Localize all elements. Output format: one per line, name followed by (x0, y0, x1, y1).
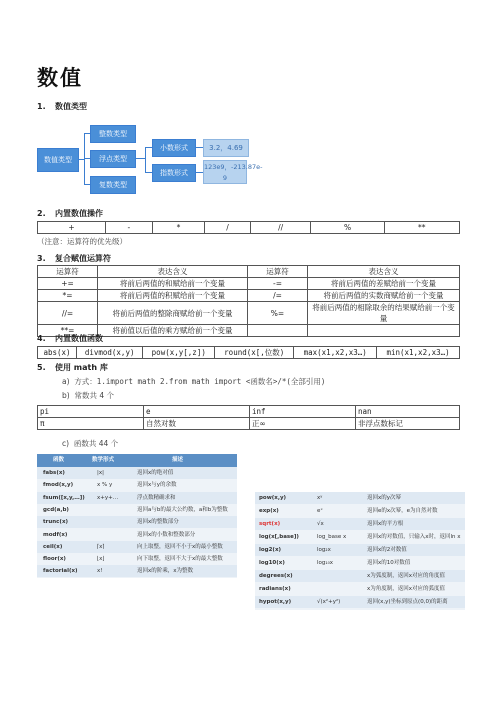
table-cell: 返回(x,y)坐标到原点(0,0)的距离 (367, 599, 448, 605)
table-cell: fmod(x,y) (43, 482, 74, 489)
table-cell: 返回x的平方根 (367, 521, 404, 527)
math-functions-line (62, 438, 118, 449)
table-cell: modf(x) (43, 531, 68, 538)
math-constants-text: 常数共 4 个 (74, 391, 115, 400)
section-number: 2. (37, 209, 46, 218)
table-cell: abs(x) (38, 347, 77, 359)
table-header-cell: 运算符 (38, 266, 98, 278)
section-title: 内置数值操作 (55, 209, 103, 218)
table-cell: pi (38, 406, 144, 418)
table-cell: ⌊x⌋ (97, 556, 105, 563)
section-3-heading (37, 253, 111, 264)
table-header-cell: 数学形式 (92, 457, 115, 463)
table-row (255, 544, 465, 556)
tree-float-box: 浮点类型 (90, 150, 136, 168)
table-cell: round(x[,位数) (215, 347, 294, 359)
operators-table (37, 221, 460, 234)
table-cell: 返回x与y的余数 (137, 482, 177, 489)
table-cell: 返回e的x次幂，e为自然对数 (367, 508, 438, 514)
math-import-line (62, 376, 325, 387)
tree-complex-box: 复数类型 (90, 176, 136, 194)
builtin-functions-table (37, 346, 460, 359)
table-cell: 向下取整，返回不大于x的最大整数 (137, 556, 223, 563)
connector-line (145, 172, 152, 173)
table-cell: √(x²+y²) (317, 599, 341, 605)
table-cell: log10(x) (259, 560, 285, 566)
table-header-cell: 函数 (53, 457, 65, 463)
connector-line (195, 147, 203, 148)
section-2-heading (37, 208, 103, 219)
table-header-cell: 表达含义 (308, 266, 460, 278)
table-cell: factorial(x) (43, 568, 78, 575)
table-row (38, 290, 460, 302)
math-constants-line (62, 390, 114, 401)
list-marker: b) (62, 391, 70, 400)
table-cell: x为弧度制，返回x对应的角度值 (367, 573, 446, 579)
table-cell: pow(x,y[,z]) (143, 347, 215, 359)
section-5-heading (37, 362, 108, 373)
table-cell: -= (248, 278, 308, 290)
table-row (37, 479, 237, 491)
table-cell: %= (248, 302, 308, 325)
table-cell: 返回x的对数值，只输入x时，返回ln x (367, 534, 461, 540)
section-title: 数值类型 (55, 102, 87, 111)
table-row (37, 467, 237, 479)
table-header-cell: 表达含义 (98, 266, 248, 278)
table-row (38, 278, 460, 290)
math-import-text: 方式：1.import math 2.from math import <函数名>/*(全部引用) (74, 377, 326, 386)
table-row (38, 406, 460, 418)
compound-assignment-table (37, 265, 460, 337)
table-cell: hypot(x,y) (259, 599, 292, 605)
table-cell: 返回x的y次幂 (367, 495, 402, 501)
table-cell: min(x1,x2,x3…) (377, 347, 460, 359)
table-row (255, 518, 465, 530)
table-row (38, 302, 460, 325)
table-cell: log(x[,base]) (259, 534, 299, 540)
connector-line (145, 147, 152, 148)
section-number: 1. (37, 102, 46, 111)
section-title: 使用 math 库 (55, 363, 108, 372)
table-cell: log2(x) (259, 547, 282, 553)
table-cell: 返回x的小数和整数部分 (137, 531, 196, 538)
table-cell: 返回a与b的最大公约数，a和b为整数 (137, 506, 228, 513)
section-number: 5. (37, 363, 46, 372)
list-marker: a) (62, 377, 70, 386)
table-cell: ** (384, 222, 459, 234)
page-title: 数值 (37, 66, 83, 90)
table-cell: 将前后两值的整除商赋给前一个变量 (98, 302, 248, 325)
table-cell: log₂x (317, 547, 331, 553)
table-cell: radians(x) (259, 586, 291, 592)
table-cell: xʸ (317, 495, 323, 501)
table-cell: eˣ (317, 508, 323, 514)
table-cell: x为角度制，返回x对应的弧度值 (367, 586, 446, 592)
table-cell: 将前值以后值的乘方赋给前一个变量 (98, 325, 248, 337)
table-cell: trunc(x) (43, 519, 69, 526)
table-cell: 将前后两值的实数商赋给前一个变量 (308, 290, 460, 302)
table-cell: ⌈x⌉ (97, 543, 105, 550)
table-cell: 返回x的10对数值 (367, 560, 411, 566)
tree-root-box: 数值类型 (37, 148, 79, 172)
table-cell: fabs(x) (43, 470, 65, 476)
table-cell: inf (250, 406, 356, 418)
table-cell: // (250, 222, 311, 234)
math-functions-text: 函数共 44 个 (73, 439, 119, 448)
table-cell: 返回x的2对数值 (367, 547, 407, 553)
table-row (255, 492, 465, 504)
math-constants-table (37, 405, 460, 430)
table-cell: 将前后两值的积赋给前一个变量 (98, 290, 248, 302)
table-row (37, 553, 237, 565)
table-cell: log_base x (317, 534, 347, 540)
table-cell: x! (97, 568, 103, 575)
connector-line (84, 133, 85, 185)
table-cell: π (38, 418, 144, 430)
table-header-cell: 运算符 (248, 266, 308, 278)
math-function-table-right (255, 492, 465, 610)
table-cell: e (144, 406, 250, 418)
table-cell: 返回x的绝对值 (137, 470, 174, 476)
table-cell: max(x1,x2,x3…) (294, 347, 377, 359)
table-cell: exp(x) (259, 508, 279, 514)
table-header-cell: 描述 (172, 457, 184, 463)
table-header-row (38, 266, 460, 278)
table-cell: / (205, 222, 250, 234)
table-cell: √x (317, 521, 324, 527)
section-number: 4. (37, 334, 46, 343)
table-cell: nan (356, 406, 460, 418)
table-cell: += (38, 278, 98, 290)
table-cell: % (311, 222, 384, 234)
table-cell: x % y (97, 482, 113, 489)
tree-decimal-box: 小数形式 (152, 139, 196, 157)
section-title: 内置数值函数 (55, 334, 103, 343)
table-cell: 正∞ (250, 418, 356, 430)
table-row (255, 570, 465, 582)
table-cell: x+y+… (97, 494, 119, 501)
operators-note: （注意：运算符的优先级） (37, 237, 127, 246)
table-cell: 将前后两值的和赋给前一个变量 (98, 278, 248, 290)
connector-line (145, 147, 146, 173)
table-row (38, 418, 460, 430)
table-cell: 自然对数 (144, 418, 250, 430)
table-cell: //= (38, 302, 98, 325)
tree-exp-box: 指数形式 (152, 164, 196, 182)
table-cell: 非浮点数标记 (356, 418, 460, 430)
table-cell (248, 325, 308, 337)
table-cell: fsum([x,y,…]) (43, 494, 85, 501)
table-cell: log₁₀x (317, 560, 334, 566)
table-cell: 将前后两值的差赋给前一个变量 (308, 278, 460, 290)
section-4-heading (37, 333, 103, 344)
table-cell: 将前后两值的相除取余的结果赋给前一个变量 (308, 302, 460, 325)
table-cell (308, 325, 460, 337)
section-number: 3. (37, 254, 46, 263)
tree-decimal-example: 3.2，4.69 (203, 139, 249, 157)
tree-exp-example: 123e9，-213.87e-9 (203, 160, 247, 184)
table-cell: + (38, 222, 106, 234)
table-row (37, 529, 237, 541)
math-function-table-left (37, 454, 237, 578)
table-row (37, 504, 237, 516)
table-row (37, 565, 237, 577)
table-row (255, 557, 465, 569)
table-cell: - (106, 222, 153, 234)
table-cell: gcd(a,b) (43, 506, 69, 513)
table-row (255, 505, 465, 517)
section-title: 复合赋值运算符 (55, 254, 111, 263)
table-cell: |x| (97, 470, 104, 476)
table-row (255, 531, 465, 543)
table-cell: * (152, 222, 205, 234)
table-row (37, 492, 237, 504)
table-cell: **= (38, 325, 98, 337)
table-row (37, 516, 237, 528)
table-cell: /= (248, 290, 308, 302)
table-row (37, 541, 237, 553)
table-header-row (37, 454, 237, 466)
table-cell: divmod(x,y) (76, 347, 142, 359)
table-cell: ceil(x) (43, 543, 63, 550)
table-cell: 返回x的整数部分 (137, 519, 179, 526)
section-1-heading (37, 101, 87, 112)
table-cell: pow(x,y) (259, 495, 287, 501)
table-row (255, 583, 465, 595)
table-row (38, 222, 460, 234)
tree-int-box: 整数类型 (90, 125, 136, 143)
list-marker: c) (62, 439, 70, 448)
table-row (255, 596, 465, 608)
table-cell: 浮点数精确求和 (137, 494, 176, 501)
connector-line (135, 158, 145, 159)
table-cell: *= (38, 290, 98, 302)
table-cell: 向上取整，返回不小于x的最小整数 (137, 543, 223, 550)
connector-line (195, 172, 203, 173)
table-cell: degrees(x) (259, 573, 293, 579)
table-cell: 返回x的阶乘，x为整数 (137, 568, 194, 575)
table-row (38, 347, 460, 359)
table-cell: sqrt(x) (259, 521, 281, 527)
table-cell: floor(x) (43, 556, 66, 563)
